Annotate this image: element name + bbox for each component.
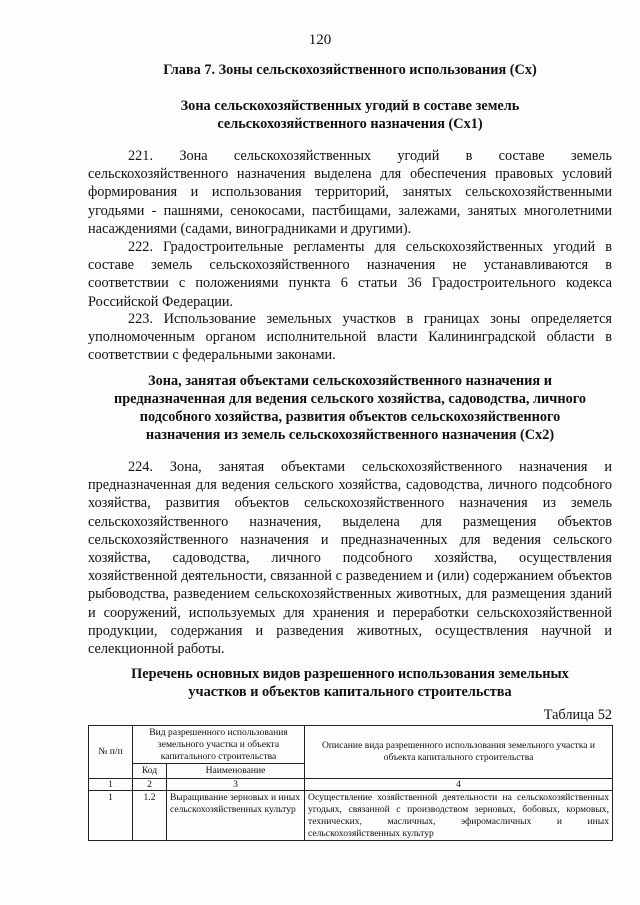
table-row bbox=[89, 791, 613, 841]
row-description: Осуществление хозяйственной деятельности на сельскохозяйственных угодьях, связанной с производством зерновых, бобовых, кормовых, технических, масличных, эфиромасличных и иных сельскохозяйственных культур bbox=[305, 791, 613, 841]
page-number: 120 bbox=[308, 32, 332, 48]
chapter-title: Глава 7. Зоны сельскохозяйственного использования (Сх) bbox=[163, 62, 537, 78]
zone1-title-line: Зона сельскохозяйственных угодий в составе земель bbox=[180, 98, 520, 114]
zone2-title-line: подсобного хозяйства, развития объектов сельскохозяйственного bbox=[139, 409, 561, 425]
header-number: № п/п bbox=[89, 726, 133, 779]
zone2-title-line: назначения из земель сельскохозяйственного назначения (Сх2) bbox=[145, 427, 555, 443]
paragraph-222: 222. Градостроительные регламенты для сельскохозяйственных угодий в составе земель сельскохозяйственного назначения не устанавливаются в соответствии с положениями пункта 6 статьи 36 Градостроительного кодекса Российской Федерации. bbox=[88, 239, 612, 310]
paragraph-221: 221. Зона сельскохозяйственных угодий в составе земель сельскохозяйственного назначения выделена для обеспечения правовых условий формирования и использования территорий, занятых сельскохозяйственными угодьями - пашнями, сенокосами, пастбищами, залежами, занятых многолетними насаждениями (садами, виноградниками и другими). bbox=[88, 148, 612, 237]
column-number: 1 bbox=[89, 779, 133, 791]
list-title-line: Перечень основных видов разрешенного использования земельных bbox=[131, 666, 569, 682]
header-name: Наименование bbox=[167, 764, 305, 779]
column-number: 3 bbox=[167, 779, 305, 791]
zone2-title-line: предназначенная для ведения сельского хозяйства, садоводства, личного bbox=[113, 391, 587, 407]
table-column-numbers-row bbox=[89, 779, 613, 791]
row-code: 1.2 bbox=[133, 791, 167, 841]
zone2-title-line: Зона, занятая объектами сельскохозяйственного назначения и bbox=[148, 373, 552, 389]
row-name: Выращивание зерновых и иных сельскохозяйственных культур bbox=[167, 791, 305, 841]
row-number: 1 bbox=[89, 791, 133, 841]
table-caption: Таблица 52 bbox=[543, 707, 612, 723]
paragraph-223: 223. Использование земельных участков в границах зоны определяется уполномоченным органом исполнительной власти Калининградской области в соответствии с федеральными законами. bbox=[88, 311, 612, 364]
zone1-title bbox=[88, 97, 612, 133]
header-code: Код bbox=[133, 764, 167, 779]
column-number: 2 bbox=[133, 779, 167, 791]
header-description: Описание вида разрешенного использования земельного участка и объекта капитального строительства bbox=[305, 726, 613, 779]
list-title-line: участков и объектов капитального строительства bbox=[188, 684, 512, 700]
column-number: 4 bbox=[305, 779, 613, 791]
zone1-title-line: сельскохозяйственного назначения (Сх1) bbox=[217, 116, 483, 132]
zone2-title bbox=[88, 372, 612, 444]
list-title bbox=[88, 665, 612, 701]
header-kind: Вид разрешенного использования земельного участка и объекта капитального строительства bbox=[133, 726, 305, 764]
paragraph-224: 224. Зона, занятая объектами сельскохозяйственного назначения и предназначенная для ведения сельского хозяйства, садоводства, личного подсобного хозяйства, развития объектов сельскохозяйственного назначения из земель сельскохозяйственного назначения, выделена для размещения объектов сельскохозяйственного назначения и предназначенных для ведения сельского хозяйства, садоводства, личного подсобного хозяйства, осуществления хозяйственной деятельности, связанной с разведением и (или) содержанием объектов рыбоводства, разведением сельскохозяйственных животных, для размещения зданий и сооружений, используемых для хранения и переработки сельскохозяйственной продукции, содержания и разведения животных, осуществления научной и селекционной работы. bbox=[88, 459, 612, 658]
permitted-use-table bbox=[88, 725, 613, 841]
table-header-row bbox=[89, 726, 613, 764]
